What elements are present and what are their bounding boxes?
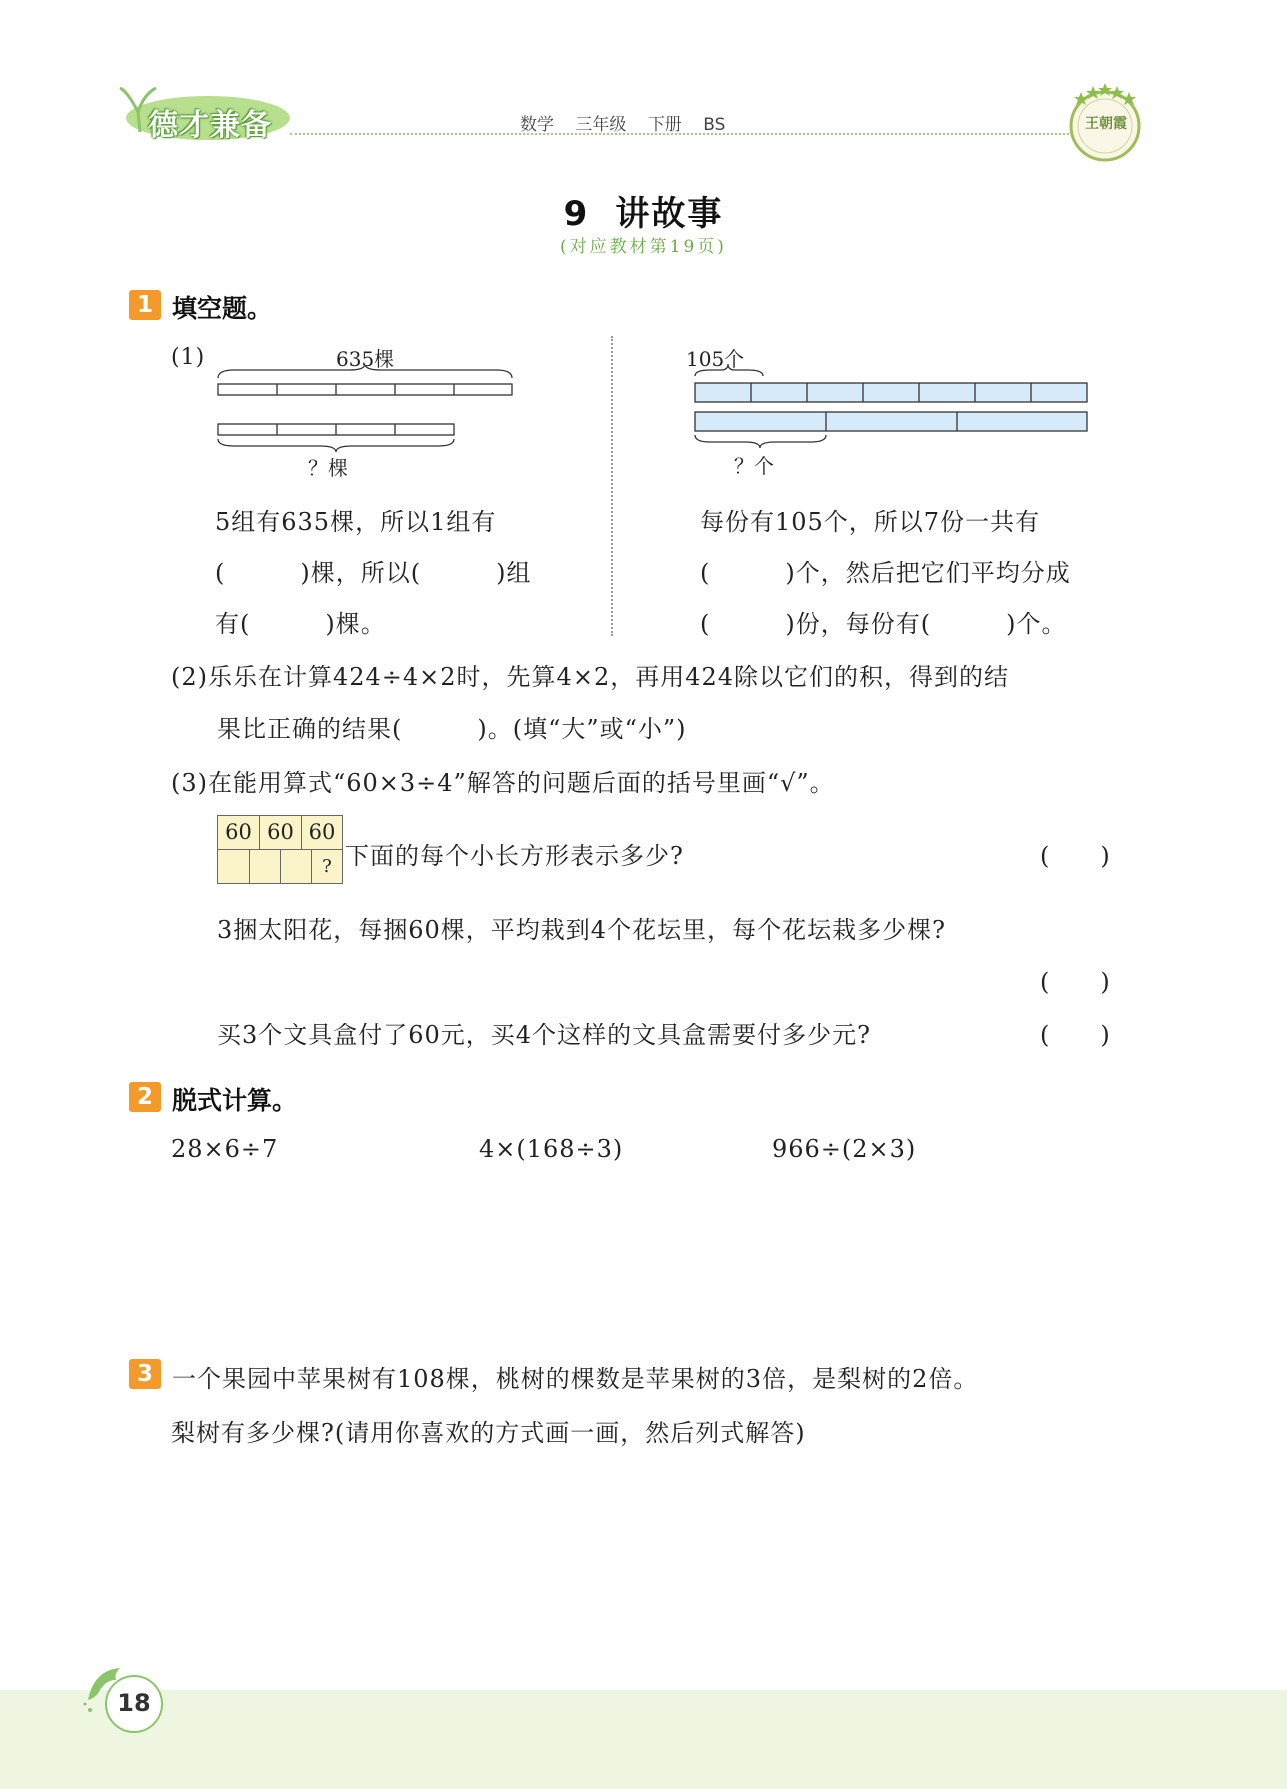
footer-band <box>0 1690 1287 1789</box>
expression-3: 966÷(2×3) <box>772 1135 917 1163</box>
grid-cell-empty <box>249 849 281 884</box>
left-diagram-bottom-label: ？棵 <box>308 456 348 480</box>
q1-label: (1) <box>171 345 206 370</box>
seal-text: 王朝霞 <box>1085 116 1127 132</box>
expression-1: 28×6÷7 <box>171 1135 279 1163</box>
section-1-title: 填空题。 <box>172 294 273 323</box>
grid-cell-question: ? <box>311 849 343 884</box>
right-text-line-1: 每份有105个，所以7份一共有 <box>700 508 1041 536</box>
q2-line-1: (2)乐乐在计算424÷4×2时，先算4×2，再用424除以它们的积，得到的结 <box>171 663 1010 691</box>
lesson-title: 讲故事 <box>615 194 724 234</box>
page-title <box>0 186 1287 235</box>
header-info <box>520 110 741 135</box>
section-2-badge: 2 <box>129 1082 161 1112</box>
right-diagram-bottom-label: ？个 <box>734 454 774 478</box>
sixty-grid <box>217 815 343 885</box>
volume-label: 下册 <box>647 115 682 135</box>
q3-instruction: (3)在能用算式“60×3÷4”解答的问题后面的括号里画“√”。 <box>171 769 835 797</box>
grade-label: 三年级 <box>575 115 627 135</box>
left-text-line-3: 有( )棵。 <box>215 610 386 638</box>
option-3-bracket[interactable]: ( ) <box>1040 1021 1111 1049</box>
section-3-line-1: 一个果园中苹果树有108棵，桃树的棵数是苹果树的3倍，是梨树的2倍。 <box>172 1365 979 1393</box>
header-divider <box>290 133 1085 135</box>
grid-cell-empty <box>217 849 250 884</box>
q2-line-2: 果比正确的结果( )。(填“大”或“小”) <box>217 715 687 743</box>
page-number: 18 <box>117 1689 151 1717</box>
right-text-line-2: ( )个，然后把它们平均分成 <box>700 559 1071 587</box>
grid-cell: 60 <box>301 815 343 850</box>
edition-label: BS <box>703 115 726 135</box>
grid-cell: 60 <box>259 815 302 850</box>
right-text-line-3: ( )份，每份有( )个。 <box>700 610 1067 638</box>
option-2-text: 3捆太阳花，每捆60棵，平均栽到4个花坛里，每个花坛栽多少棵? <box>217 916 946 944</box>
expression-2: 4×(168÷3) <box>479 1135 624 1163</box>
textbook-reference: (对应教材第19页) <box>560 237 727 257</box>
logo-text: 德才兼备 <box>148 108 272 143</box>
option-2-bracket[interactable]: ( ) <box>1040 968 1111 996</box>
section-1-badge: 1 <box>129 290 161 320</box>
option-1-text: 下面的每个小长方形表示多少? <box>345 842 684 870</box>
right-diagram-top-label: 105个 <box>686 347 745 371</box>
section-3-line-2: 梨树有多少棵?(请用你喜欢的方式画一画，然后列式解答) <box>171 1419 806 1447</box>
option-3-text: 买3个文具盒付了60元，买4个这样的文具盒需要付多少元? <box>217 1021 871 1049</box>
section-2-title: 脱式计算。 <box>172 1086 298 1115</box>
section-3-badge: 3 <box>129 1359 161 1389</box>
left-segment-diagram <box>214 366 516 466</box>
option-1-bracket[interactable]: ( ) <box>1040 842 1111 870</box>
grid-cell: 60 <box>217 815 260 850</box>
grid-cell-empty <box>280 849 312 884</box>
column-divider <box>611 336 613 636</box>
subject-label: 数学 <box>520 115 554 135</box>
left-diagram-top-label: 635棵 <box>336 347 395 371</box>
left-text-line-2: ( )棵，所以( )组 <box>215 559 532 587</box>
right-segment-diagram <box>690 364 1096 464</box>
left-text-line-1: 5组有635棵，所以1组有 <box>215 508 497 536</box>
lesson-number: 9 <box>563 194 590 234</box>
